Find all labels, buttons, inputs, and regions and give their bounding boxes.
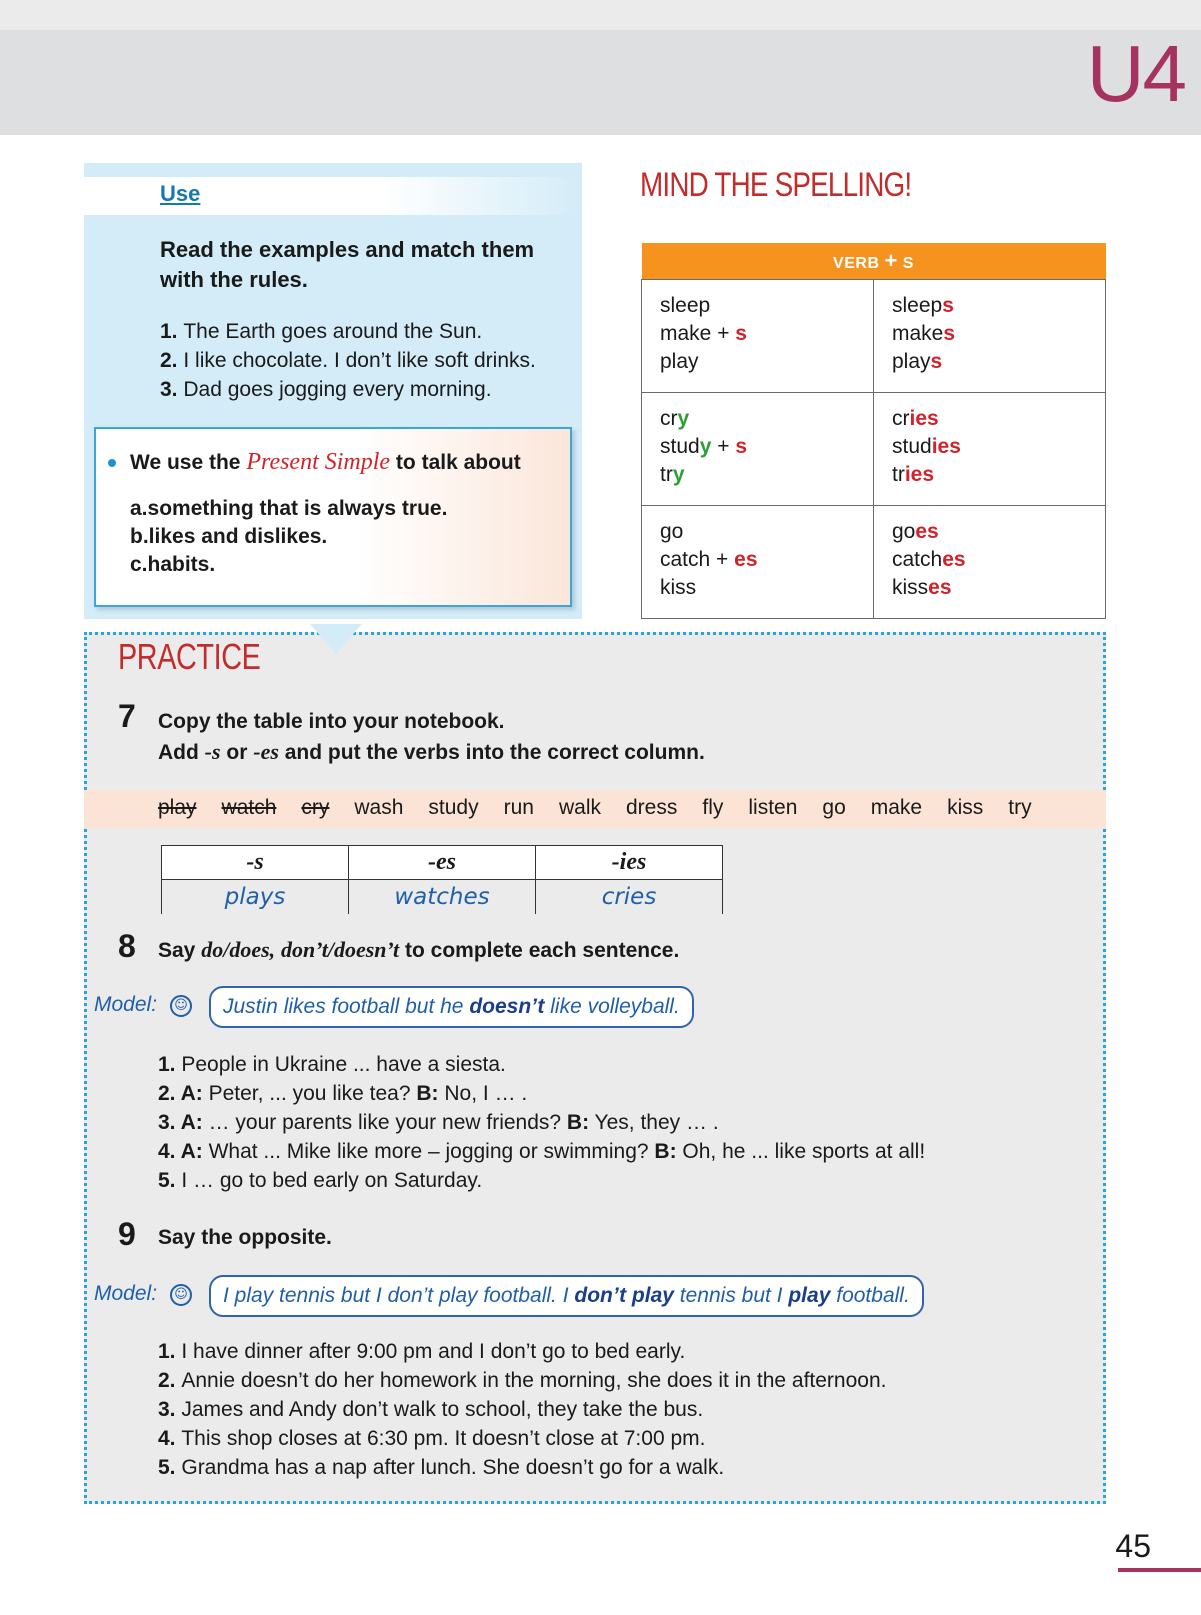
ex8-model-post: like volleyball. [550,995,680,1018]
page-number-rule [1118,1568,1201,1572]
base-stem: play [660,349,699,373]
sort-table-example: watches [349,880,536,914]
result-stem: tr [892,462,905,486]
spelling-result-cell [874,392,1106,505]
item-text: What ... Mike like more – jogging or swimming? [202,1140,655,1163]
ex9-model-c: tennis but I [679,1284,783,1307]
speaker-label: B: [654,1140,677,1163]
header-top-strip [0,0,1201,30]
exercise-9-number: 9 [118,1216,136,1252]
base-stem: catch [660,547,711,571]
added-ending: s [735,321,747,345]
rule-option-letter: a. [130,497,148,520]
item-number: 2. [158,1369,182,1392]
rule-option-item [130,523,447,551]
page-number: 45 [1115,1528,1151,1564]
bullet-icon [108,459,116,467]
word-bank-word: make [870,796,923,819]
word-bank-word: go [822,796,846,819]
word-bank-word: play [158,796,197,819]
spelling-base-word [660,518,855,546]
spelling-result-word [892,546,1087,574]
base-stem: go [660,519,684,543]
result-ending: s [943,321,956,345]
exercise-8-instruction [158,935,679,966]
ex7-suffix-s: -s [204,739,221,764]
result-stem: stud [892,434,932,458]
item-text: This shop closes at 6:30 pm. It doesn’t close at 7:00 pm. [181,1427,706,1450]
spelling-header [642,243,1106,279]
rule-tail: to talk about [395,451,521,474]
word-bank-word: watch [221,796,277,819]
base-stem: cr [660,406,678,430]
use-example-item [160,317,536,346]
exercise-7-line-2 [158,737,705,768]
ex8-forms-dont: don’t/doesn’t [281,937,400,962]
spelling-result-word [892,461,1087,489]
speaker-label: A: [180,1111,203,1134]
ex7-rest: and put the verbs into the correct column. [284,741,705,764]
result-ending: s [930,349,943,373]
added-ending: s [735,434,748,458]
use-example-text: I like chocolate. I don’t like soft drinks. [183,349,536,372]
item-number: 4. [158,1140,181,1163]
speaker-label: A: [180,1140,203,1163]
base-stem: sleep [660,293,711,317]
plus-sign: + [711,434,736,458]
spelling-row [642,505,1106,618]
result-ending: s [942,293,954,317]
rule-option-item [130,551,447,579]
spelling-result-word [892,433,1087,461]
exercise-7-instruction [158,707,705,768]
ex7-suffix-es: -es [253,739,279,764]
rule-option-item [130,495,447,523]
added-ending: es [734,547,758,571]
use-panel [84,163,582,619]
spelling-header-plus: + [884,247,898,273]
use-title: Use [160,181,201,206]
base-stem: make [660,321,712,345]
rule-tense: Present Simple [246,449,391,475]
spelling-base-cell [642,505,874,618]
unit-label: U4 [1086,29,1185,118]
result-ending: ies [909,406,939,430]
rule-option-text: something that is always true. [147,497,448,520]
rule-option-text: habits. [147,553,216,576]
sort-table-header: -es [349,846,536,880]
ex8-model-bold: doesn’t [469,995,545,1018]
use-title-strip [84,177,582,215]
base-stem: tr [660,462,673,486]
item-text: Yes, they … . [589,1111,719,1134]
spelling-base-word [660,405,855,433]
use-example-text: Dad goes jogging every morning. [183,378,492,401]
word-bank-word: study [428,796,479,819]
sort-table-example: plays [162,880,349,914]
word-bank-word: cry [301,796,330,819]
spelling-result-word [892,292,1087,320]
result-ending: es [915,519,939,543]
spelling-result-word [892,348,1087,376]
result-ending: ies [931,434,961,458]
spelling-base-word [660,433,855,461]
result-stem: sleep [892,293,943,317]
base-ending-y: y [672,462,685,486]
spelling-base-word [660,574,855,602]
item-text: No, I … . [438,1082,528,1105]
use-example-text: The Earth goes around the Sun. [183,320,483,343]
spelling-row [642,279,1106,392]
word-bank-word: run [503,796,534,819]
word-bank-word: fly [702,796,724,819]
use-panel-notch [310,624,362,654]
base-stem: kiss [660,575,697,599]
item-number: 2. [158,1082,181,1105]
speech-icon: ☺ [170,995,192,1017]
item-number: 3. [158,1111,181,1134]
use-example-number: 2. [160,349,184,372]
item-text: … your parents like your new friends? [202,1111,567,1134]
word-bank [158,796,1057,820]
ex9-model-bubble [209,1275,924,1317]
spelling-table [641,243,1106,619]
rule-box [94,427,572,607]
result-stem: catch [892,547,943,571]
ex8-model-pre: Justin likes football but he [223,995,464,1018]
exercise-9-item [158,1395,886,1424]
exercise-8-list [158,1050,925,1195]
plus-sign: + [710,547,735,571]
ex7-or: or [226,741,248,764]
spelling-base-cell [642,392,874,505]
item-number: 4. [158,1427,182,1450]
base-stem: stud [660,434,700,458]
ex9-model-bold-1: don’t play [574,1284,674,1307]
use-example-number: 1. [160,320,184,343]
ex8-model-label: Model: [94,993,158,1016]
result-stem: cr [892,406,910,430]
ex9-model-d: football. [836,1284,910,1307]
result-stem: make [892,321,944,345]
result-ending: es [942,547,966,571]
ex9-model-a: I play tennis but I don’t play football. I [223,1284,569,1307]
result-ending: ies [904,462,935,486]
use-instruction: Read the examples and match them with the rules. [160,237,535,292]
ex8-say: Say [158,939,196,962]
sort-table [161,845,723,914]
rule-option-letter: b. [130,525,149,548]
spelling-row [642,392,1106,505]
exercise-8-item [158,1079,925,1108]
ex9-model-label: Model: [94,1282,158,1305]
speaker-label: B: [566,1111,590,1134]
word-bank-word: dress [626,796,678,819]
result-ending: es [928,575,952,599]
item-number: 1. [158,1340,182,1363]
result-stem: go [892,519,916,543]
exercise-7-number: 7 [118,698,136,734]
spelling-header-verb: VERB [833,254,880,272]
sort-table-header: -ies [536,846,723,880]
ex7-add: Add [158,741,199,764]
word-bank-word: listen [748,796,798,819]
speech-icon: ☺ [170,1284,192,1306]
word-bank-word: walk [558,796,601,819]
ex8-rest: to complete each sentence. [405,939,680,962]
exercise-9-item [158,1424,886,1453]
rule-options [130,495,447,579]
plus-sign: + [711,321,736,345]
exercise-8-item [158,1137,925,1166]
item-text: I have dinner after 9:00 pm and I don’t go to bed early. [181,1340,686,1363]
sort-table-example: cries [536,880,723,914]
item-text: James and Andy don’t walk to school, they take the bus. [181,1398,704,1421]
spelling-base-word [660,292,855,320]
header-band [0,30,1201,135]
spelling-result-word [892,574,1087,602]
rule-lead: We use the [130,451,241,474]
exercise-7-line-1: Copy the table into your notebook. [158,710,505,733]
item-number: 5. [158,1169,182,1192]
item-text: I … go to bed early on Saturday. [181,1169,483,1192]
item-text: Grandma has a nap after lunch. She doesn’t go for a walk. [181,1456,725,1479]
spelling-header-s: S [902,254,914,272]
word-bank-word: try [1008,796,1032,819]
speaker-label: B: [416,1082,439,1105]
item-number: 1. [158,1053,182,1076]
speaker-label: A: [180,1082,203,1105]
spelling-base-word [660,320,855,348]
exercise-8-item [158,1050,925,1079]
exercise-8-item [158,1166,925,1195]
word-bank-word: wash [354,796,404,819]
rule-option-letter: c. [130,553,148,576]
base-ending-y: y [699,434,712,458]
exercise-9-list [158,1337,886,1482]
exercise-8-number: 8 [118,928,136,964]
exercise-8-item [158,1108,925,1137]
spelling-result-cell [874,279,1106,392]
word-bank-word: kiss [947,796,984,819]
practice-title: PRACTICE [118,636,261,677]
exercise-9-item [158,1453,886,1482]
use-example-item [160,375,536,404]
ex9-model-bold-2: play [788,1284,831,1307]
spelling-result-word [892,518,1087,546]
base-ending-y: y [677,406,690,430]
use-example-number: 3. [160,378,184,401]
item-text: Oh, he ... like sports at all! [676,1140,926,1163]
item-number: 5. [158,1456,182,1479]
exercise-9-item [158,1337,886,1366]
item-text: People in Ukraine ... have a siesta. [181,1053,506,1076]
result-stem: kiss [892,575,929,599]
spelling-result-word [892,405,1087,433]
rule-option-text: likes and dislikes. [148,525,328,548]
spelling-result-word [892,320,1087,348]
sort-table-header: -s [162,846,349,880]
spelling-result-cell [874,505,1106,618]
item-text: Annie doesn’t do her homework in the morning, she does it in the afternoon. [181,1369,887,1392]
spelling-base-word [660,546,855,574]
ex8-forms-do: do/does, [201,937,276,962]
exercise-9-item [158,1366,886,1395]
item-text: Peter, ... you like tea? [202,1082,417,1105]
ex8-model-bubble [209,986,694,1028]
spelling-base-word [660,461,855,489]
item-number: 3. [158,1398,182,1421]
spelling-base-cell [642,279,874,392]
use-example-item [160,346,536,375]
spelling-title: MIND THE SPELLING! [640,166,912,204]
use-examples-list [160,317,536,404]
rule-statement [130,449,521,476]
result-stem: play [892,349,931,373]
exercise-9-instruction: Say the opposite. [158,1226,332,1249]
spelling-base-word [660,348,855,376]
